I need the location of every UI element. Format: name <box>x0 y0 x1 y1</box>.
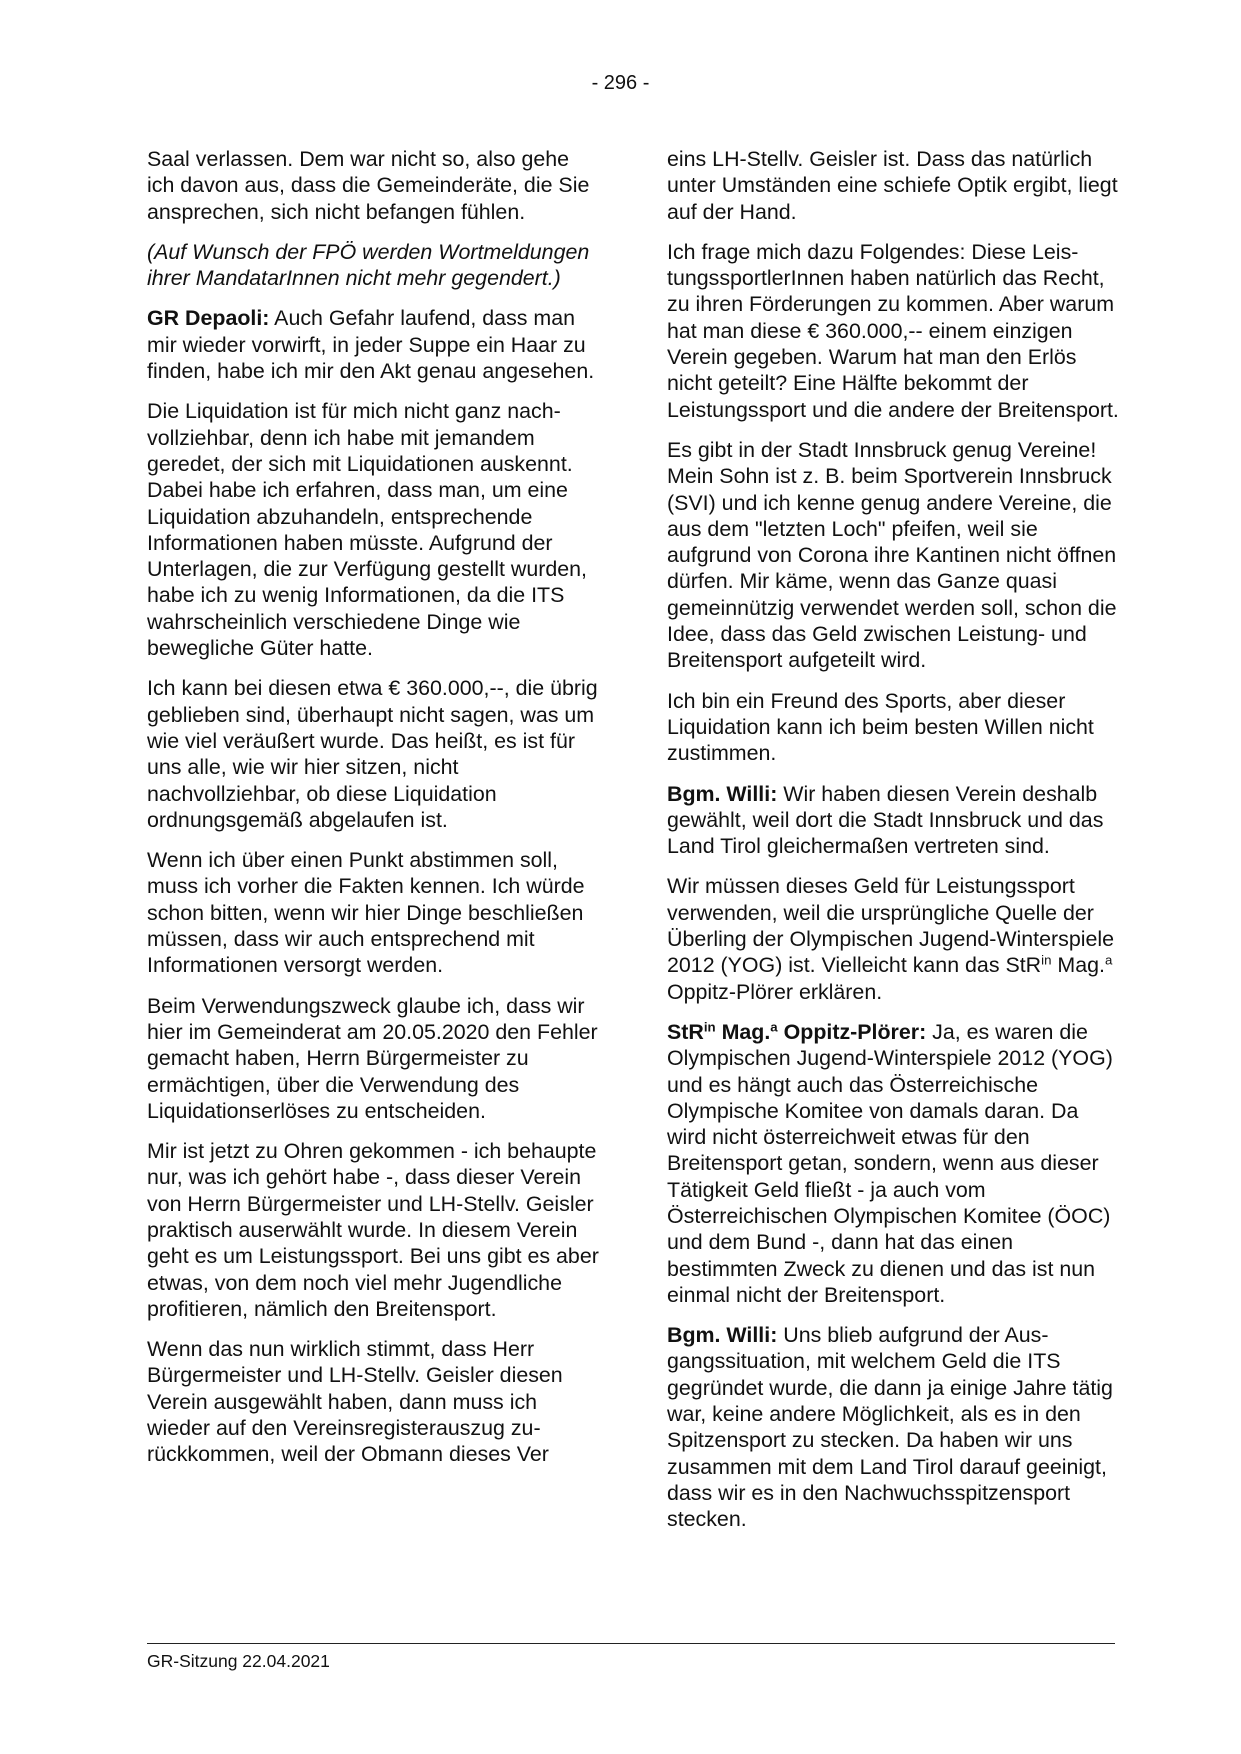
paragraph <box>667 781 1119 860</box>
paragraph: eins LH-Stellv. Geisler ist. Dass das natürlich unter Umständen eine schiefe Optik ergibt, liegt auf der Hand. <box>667 147 1118 224</box>
superscript: in <box>1041 953 1052 969</box>
speech-text: Wir haben diesen Verein deshalb gewählt, weil dort die Stadt Innsbruck und das Land Tirol gleichermaßen vertreten sind. <box>667 781 1104 859</box>
text-segment: Mag. <box>1051 953 1105 978</box>
speech-text: Ja, es waren die Olympischen Jugend-Winterspiele 2012 (YOG) und es hängt auch das Österreichische Olympische Komitee von damals daran. Da wird nicht österreichweit etwas für den Breitensport getan, sondern, wenn aus dieser Tätigkeit Geld fließt - ja auch vom Österreichischen Olympischen Komitee (ÖOC) und dem Bund -, dann hat das einen bestimmten Zweck zu dienen und das ist nun einmal nicht der Breitensport. <box>667 1019 1113 1307</box>
speech-text: Uns blieb aufgrund der Ausgangssituation, mit welchem Geld die ITS gegründet wurde, die dann ja einige Jahre tätig war, keine andere Möglichkeit, als es in den Spitzensport zu stecken. Da haben wir uns zusammen mit dem Land Tirol darauf geeinigt, dass wir es in den Nachwuchsspitzensport stecken. <box>667 1323 1113 1532</box>
right-column <box>667 146 1119 1547</box>
paragraph: Es gibt in der Stadt Innsbruck genug Vereine! Mein Sohn ist z. B. beim Sportverein Innsbruck (SVI) und ich kenne genug andere Vereine, die aus dem "letzten Loch" pfeifen, weil sie aufgrund von Corona ihre Kantinen nicht öffnen dürfen. Mir käme, wenn das Ganze quasi gemeinnützig verwendet werden soll, schon die Idee, dass das Geld zwischen Leistung- und Breitensport aufgeteilt wird. <box>667 437 1117 673</box>
superscript: a <box>770 1019 778 1035</box>
left-column <box>147 146 599 1482</box>
paragraph: Wenn ich über einen Punkt abstimmen soll, muss ich vorher die Fakten kennen. Ich würde schon bitten, wenn wir hier Dinge beschließen müssen, dass wir auch entsprechend mit Informationen versorgt werden. <box>147 848 585 978</box>
text-segment: StR <box>667 1019 704 1044</box>
paragraph <box>147 305 599 384</box>
speaker-name <box>667 1020 926 1044</box>
superscript: in <box>703 1019 716 1035</box>
text-segment: Wir müssen dieses Geld für Leistungssport verwenden, weil die ursprüngliche Quelle der Überling der Olympischen Jugend-Winterspiele 2012 (YOG) ist. Vielleicht kann das StR <box>667 874 1115 978</box>
page-number: - 296 - <box>591 72 650 94</box>
paragraph: Mir ist jetzt zu Ohren gekommen - ich behaupte nur, was ich gehört habe -, dass dieser Verein von Herrn Bürgermeister und LH-Stellv. Geisler praktisch auserwählt wurde. In diesem Verein geht es um Leistungssport. Bei uns gibt es aber etwas, von dem noch viel mehr Jugendliche profitieren, nämlich den Breitensport. <box>147 1139 599 1321</box>
text-segment: Oppitz-Plörer: <box>777 1019 927 1044</box>
text-segment: Oppitz-Plörer erklären. <box>667 979 883 1004</box>
superscript: a <box>1104 953 1113 969</box>
speaker-name: Bgm. Willi: <box>667 1323 778 1348</box>
speaker-name: GR Depaoli: <box>147 306 270 331</box>
speaker-name: Bgm. Willi: <box>667 781 778 806</box>
paragraph: Wenn das nun wirklich stimmt, dass Herr Bürgermeister und LH-Stellv. Geisler diesen Verein ausgewählt haben, dann muss ich wieder auf den Vereinsregisterauszug zurückkommen, weil der Obmann dieses Ver <box>147 1337 563 1467</box>
paragraph <box>667 1019 1119 1308</box>
text-segment: Mag. <box>715 1019 771 1044</box>
paragraph: Beim Verwendungszweck glaube ich, dass wir hier im Gemeinderat am 20.05.2020 den Fehler gemacht haben, Herrn Bürgermeister zu ermächtigen, über die Verwendung des Liquidationserlöses zu entscheiden. <box>147 993 598 1123</box>
speech-text: Auch Gefahr laufend, dass man mir wieder vorwirft, in jeder Suppe ein Haar zu finden, habe ich mir den Akt genau angesehen. <box>147 306 595 384</box>
paragraph: Saal verlassen. Dem war nicht so, also gehe ich davon aus, dass die Gemeinderäte, die Sie ansprechen, sich nicht befangen fühlen. <box>147 147 590 224</box>
paragraph: Ich frage mich dazu Folgendes: Diese LeistungssportlerInnen haben natürlich das Recht, zu ihren Förderungen zu kommen. Aber warum hat man diese € 360.000,-- einem einzigen Verein gegeben. Warum hat man den Erlös nicht geteilt? Eine Hälfte bekommt der Leistungssport und die andere der Breitensport. <box>667 239 1119 422</box>
footer-text: GR-Sitzung 22.04.2021 <box>147 1651 330 1671</box>
paragraph <box>667 873 1119 1004</box>
paragraph <box>667 1322 1119 1532</box>
footer-divider <box>147 1643 1115 1644</box>
paragraph: Ich kann bei diesen etwa € 360.000,--, die übrig geblieben sind, überhaupt nicht sagen, was um wie viel veräußert wurde. Das heißt, es ist für uns alle, wie wir hier sitzen, nicht nachvollziehbar, ob diese Liquidation ordnungsgemäß abgelaufen ist. <box>147 676 598 832</box>
paragraph: Ich bin ein Freund des Sports, aber dieser Liquidation kann ich beim besten Willen nicht zustimmen. <box>667 688 1094 766</box>
paragraph: Die Liquidation ist für mich nicht ganz nachvollziehbar, denn ich habe mit jemandem geredet, der sich mit Liquidationen auskennt. Dabei habe ich erfahren, dass man, um eine Liquidation abzuhandeln, entsprechende Informationen haben müsste. Aufgrund der Unterlagen, die zur Verfügung gestellt wurden, habe ich zu wenig Informationen, da die ITS wahrscheinlich verschiedene Dinge wie bewegliche Güter hatte. <box>147 399 587 661</box>
editorial-note: (Auf Wunsch der FPÖ werden Wortmeldungen ihrer MandatarInnen nicht mehr gegendert.) <box>147 239 590 291</box>
